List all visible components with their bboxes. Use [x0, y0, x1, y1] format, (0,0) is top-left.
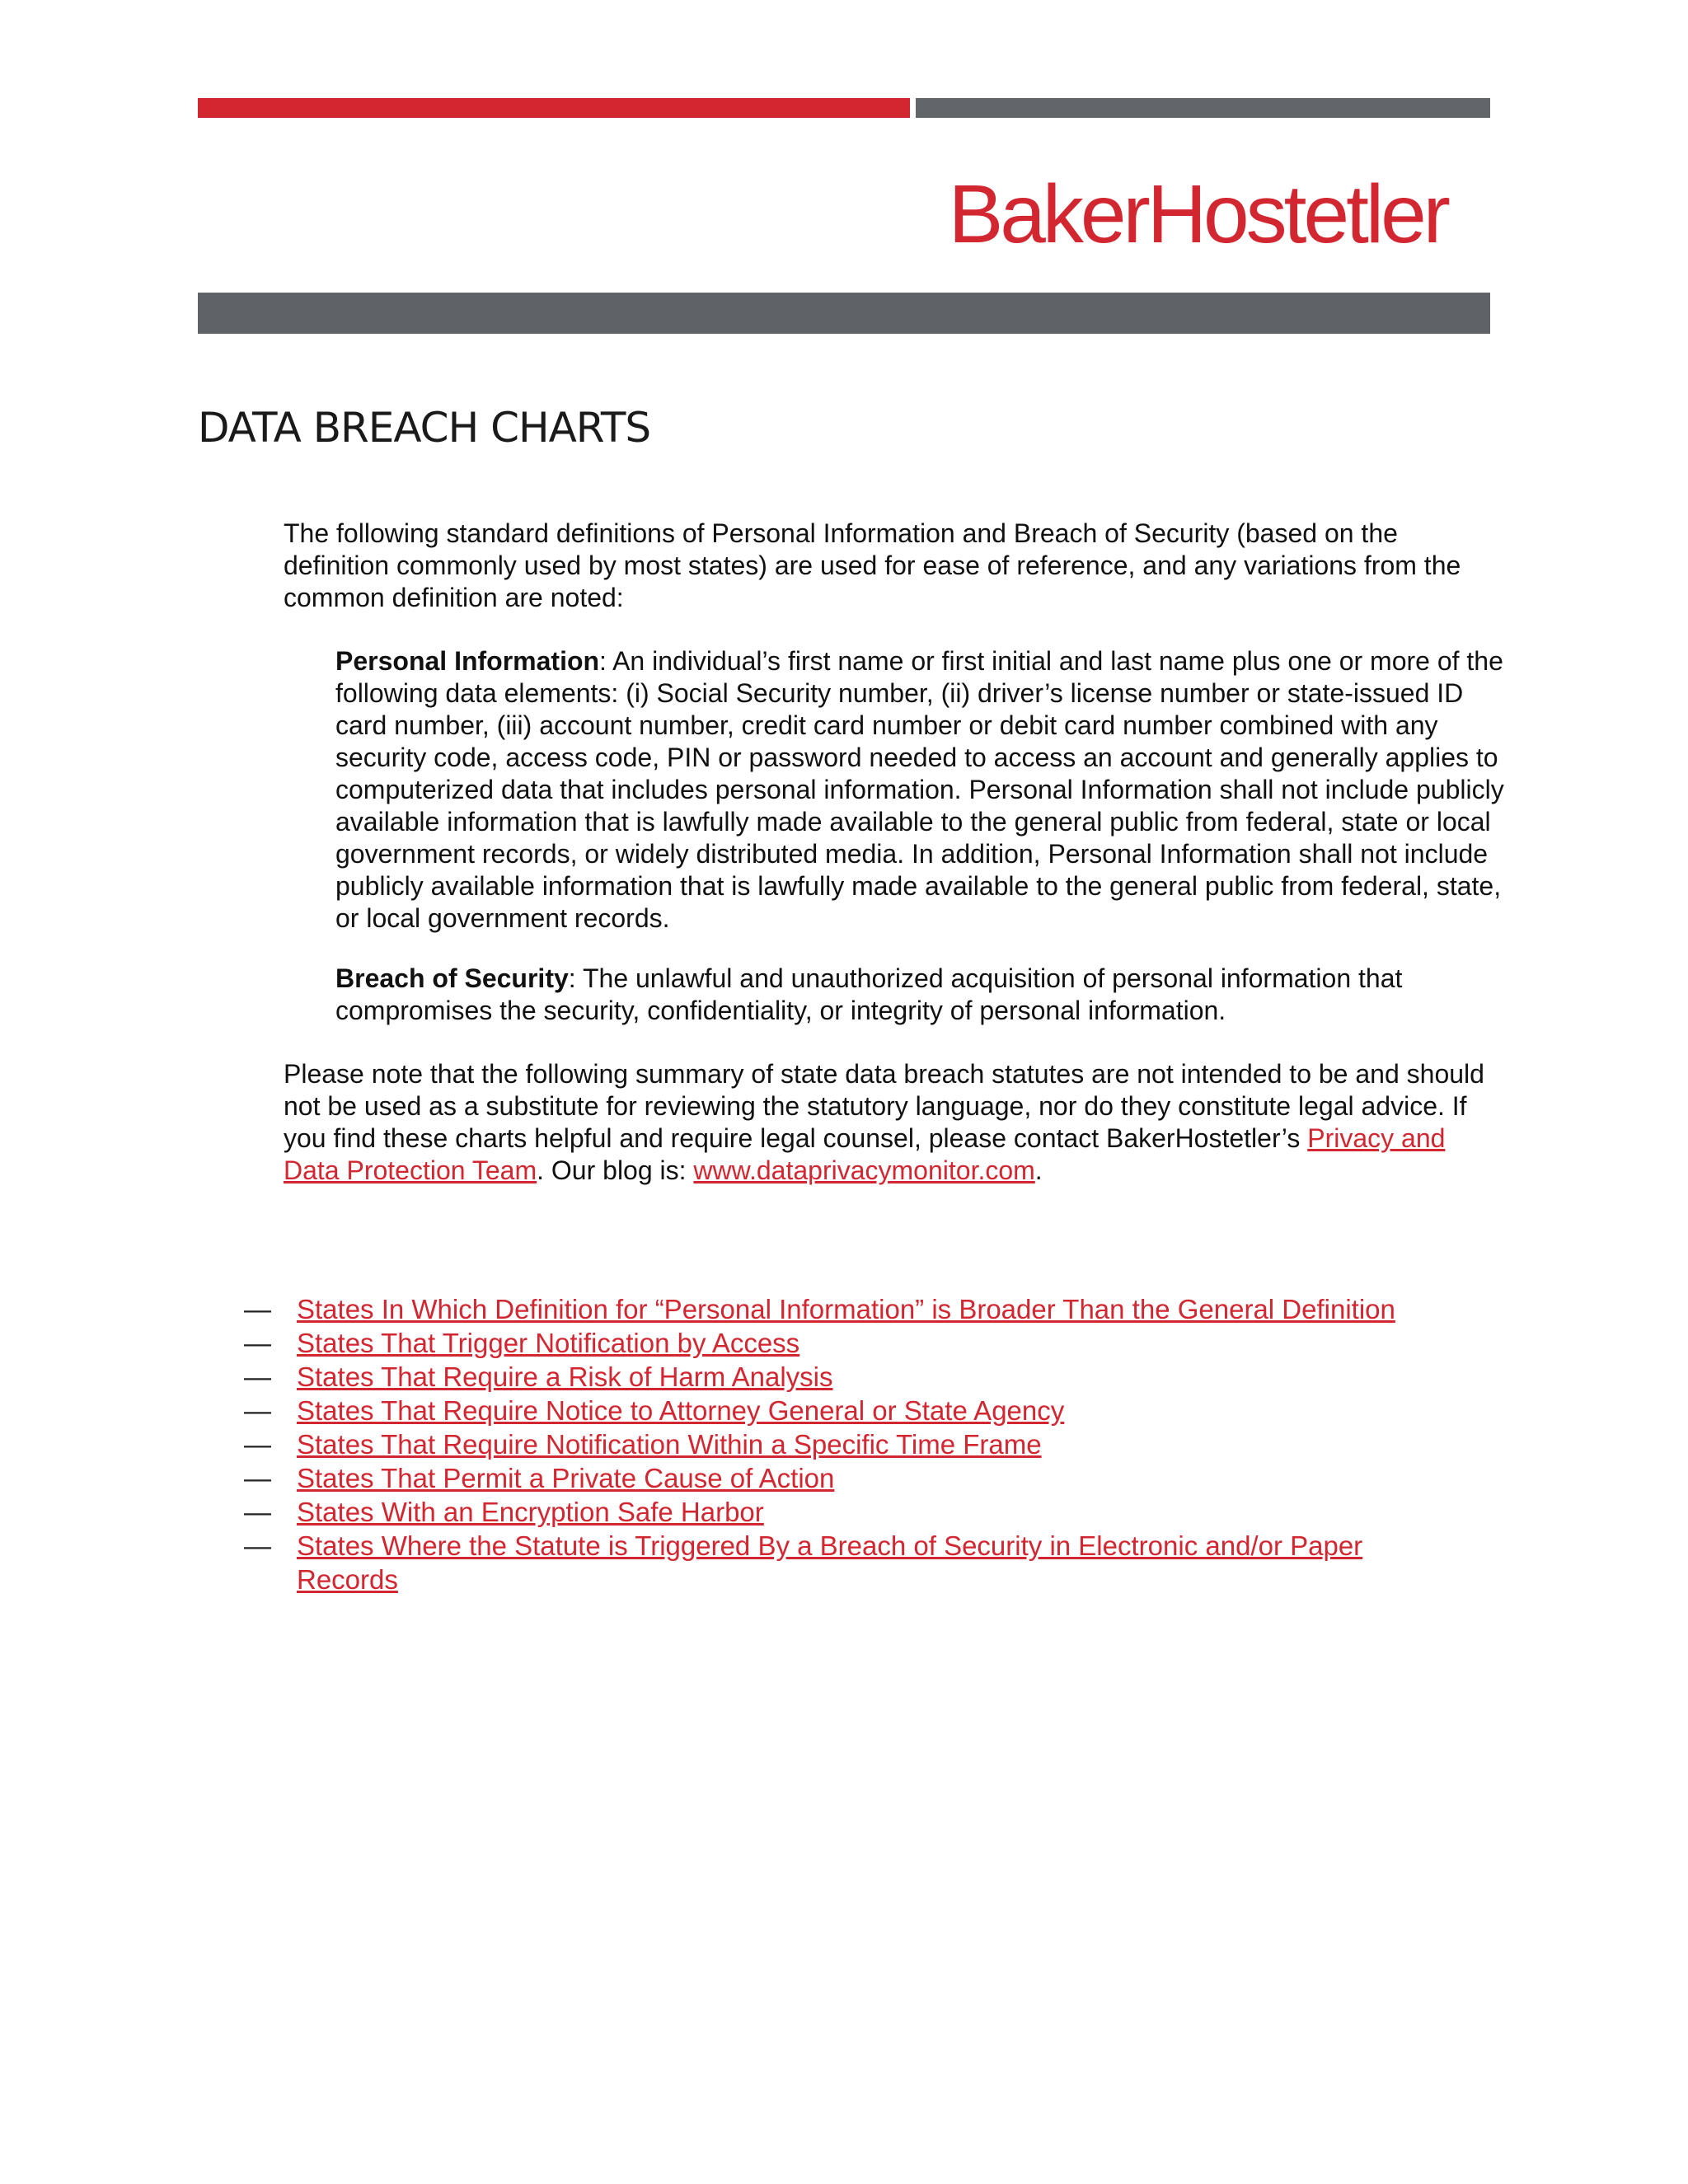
chart-link[interactable]: States Where the Statute is Triggered By a Breach of Security in Electronic and/or Paper Records — [297, 1530, 1363, 1595]
definition-term: Breach of Security — [335, 963, 569, 993]
bakerhostetler-logo: BakerHostetler — [948, 168, 1447, 260]
dash-bullet: — — [244, 1361, 271, 1392]
header-accent-bar-red — [198, 98, 910, 118]
list-item — [244, 1495, 1464, 1529]
definition-term: Personal Information — [335, 646, 600, 676]
list-item — [244, 1529, 1464, 1596]
chart-link[interactable]: States With an Encryption Safe Harbor — [297, 1497, 764, 1527]
blog-link[interactable]: www.dataprivacymonitor.com — [693, 1155, 1035, 1185]
dash-bullet: — — [244, 1328, 271, 1358]
dash-bullet: — — [244, 1294, 271, 1324]
disclaimer-paragraph — [284, 1058, 1503, 1187]
disclaimer-period: . — [1034, 1155, 1043, 1185]
definition-breach-of-security — [335, 963, 1506, 1027]
disclaimer-text: Please note that the following summary of state data breach statutes are not intended to be and should not be used as a substitute for reviewing the statutory language, nor do they constitute legal advice. If you find these charts helpful and require legal counsel, please contact BakerHostetler’s — [284, 1059, 1484, 1153]
list-item — [244, 1427, 1464, 1461]
chart-links-list — [244, 1292, 1464, 1596]
chart-link[interactable]: States That Trigger Notification by Access — [297, 1328, 800, 1358]
dash-bullet: — — [244, 1395, 271, 1426]
list-item — [244, 1461, 1464, 1495]
list-item — [244, 1292, 1464, 1326]
dash-bullet: — — [244, 1463, 271, 1493]
dash-bullet: — — [244, 1429, 271, 1460]
chart-link[interactable]: States That Permit a Private Cause of Action — [297, 1463, 835, 1493]
list-item — [244, 1326, 1464, 1360]
chart-link[interactable]: States That Require Notification Within a Specific Time Frame — [297, 1429, 1042, 1460]
chart-link[interactable]: States That Require a Risk of Harm Analysis — [297, 1361, 833, 1392]
blog-label: . Our blog is: — [537, 1155, 694, 1185]
header-divider-bar — [198, 293, 1490, 334]
definition-personal-information — [335, 645, 1506, 935]
dash-bullet: — — [244, 1530, 271, 1561]
list-item — [244, 1360, 1464, 1394]
chart-link[interactable]: States That Require Notice to Attorney General or State Agency — [297, 1395, 1065, 1426]
intro-paragraph: The following standard definitions of Personal Information and Breach of Security (based on the definition commonly used by most states) are used for ease of reference, and any variations from the common definition are noted: — [284, 518, 1461, 612]
page-title: DATA BREACH CHARTS — [198, 404, 651, 452]
header-accent-bar-gray — [916, 98, 1490, 118]
chart-link[interactable]: States In Which Definition for “Personal Information” is Broader Than the General Definition — [297, 1294, 1395, 1324]
definition-text: : The unlawful and unauthorized acquisition of personal information that compromises the security, confidentiality, or integrity of personal information. — [335, 963, 1403, 1025]
privacy-team-link[interactable]: Privacy and Data Protection Team — [284, 1123, 1446, 1185]
dash-bullet: — — [244, 1497, 271, 1527]
list-item — [244, 1394, 1464, 1427]
definition-text: : An individual’s first name or first initial and last name plus one or more of the following data elements: (i) Social Security number, (ii) driver’s license number or state-issued ID card number, (iii) account number, credit card number or debit card number combined with any security code, access code, PIN or password needed to access an account and generally applies to computerized data that includes personal information. Personal Information shall not include publicly available information that is lawfully made available to the general public from federal, state or local government records, or widely distributed media. In addition, Personal Information shall not include publicly available information that is lawfully made available to the general public from federal, state, or local government records. — [335, 646, 1504, 933]
